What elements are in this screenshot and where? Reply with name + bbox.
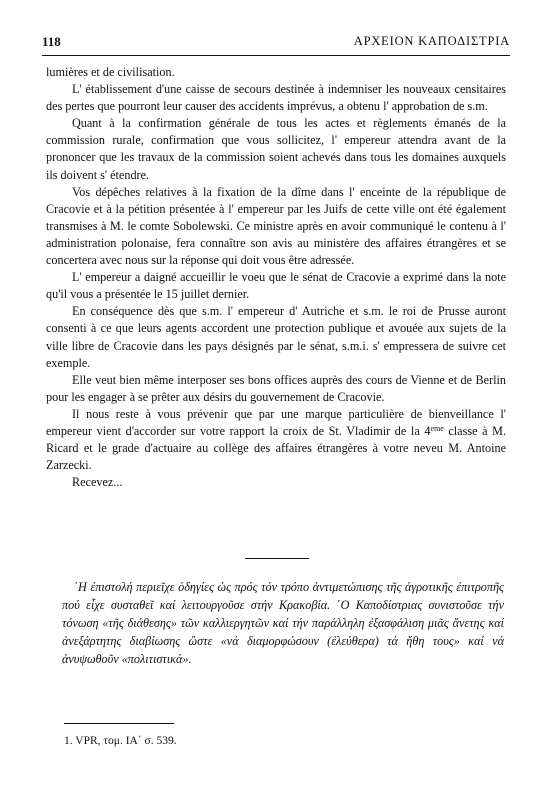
section-divider xyxy=(245,558,309,559)
paragraph-2: L' établissement d'une caisse de secours destinée à indemniser les nouveaux censitaires des pertes que pourront leur causer des accidents imprévus, a obtenu l' approbation de s.m. xyxy=(46,82,506,114)
running-title: ΑΡΧΕΙΟΝ ΚΑΠΟΔΙΣΤΡΙΑ xyxy=(353,34,510,48)
page-number: 118 xyxy=(42,34,61,49)
ordinal-superscript: eme xyxy=(430,423,444,433)
paragraph-4: Vos dépêches relatives à la fixation de la dîme dans l' enceinte de la république de Cracovie et à la pétition présentée à l' empereur par les Juifs de cette ville ont été également transmises à M. le comte Sobolewski. Ce ministre après en avoir communiqué le contenu à l' administration polonaise, fera connaître son avis au ministère des affaires étrangères et se concertera avec nous sur la réponse qui doit vous être adressée. xyxy=(46,184,506,268)
editorial-note xyxy=(62,578,504,668)
footnote: 1. VPR, τομ. ΙΑ΄ σ. 539. xyxy=(64,735,177,747)
paragraph-1: lumières et de civilisation. xyxy=(46,65,175,79)
editorial-note-text: ῾Η ἐπιστολή περιεῖχε ὁδηγίες ὡς πρός τόν τρόπο ἀντιμετώπισης τῆς ἀγροτικῆς ἐπιτροπῆς πού εἶχε συσταθεῖ καί λειτουργοῦσε στήν Κρακοβία. ῾Ο Καποδίστριας συνιστοῦσε τήν τόνωση «τῆς διάθεσης» τῶν καλλιεργητῶν καί τήν παράλληλη ἐξασφάλιση μιᾶς ἄνετης καί ἀνεξάρτητης διαβίωσης ὥστε «νά διαμορφώσουν (ἐλεύθερα) τά ἤθη τους» καί νά ἀνυψωθοῦν «πολιτιστικά». xyxy=(62,580,504,666)
header-rule xyxy=(42,55,510,56)
paragraph-7: Elle veut bien même interposer ses bons offices auprès des cours de Vienne et de Berlin pour les engager à se prêter aux désirs du gouvernement de Cracovie. xyxy=(46,372,506,404)
paragraph-8-text-start: Il nous reste à vous prévenir que par une marque particulière de bienveillance l' empereur vient d'accorder sur votre rapport la croix de St. Vladimir de la 4 xyxy=(46,406,506,438)
paragraph-8-text-end: classe à M. Ricard et le grade d'actuaire au collège des affaires étrangères à votre neveu M. Antoine Zarzecki. xyxy=(46,423,506,473)
footnote-rule xyxy=(64,723,174,724)
paragraph-6: En conséquence dès que s.m. l' empereur d' Autriche et s.m. le roi de Prusse auront consenti à ce que leurs agents accordent une protection publique et avouée aux sujets de la ville libre de Cracovie dans les pays désignés par le sénat, s.m.i. s' empressera de suivre cet exemple. xyxy=(46,304,506,370)
paragraph-8 xyxy=(46,406,506,474)
page-header xyxy=(42,34,510,54)
letter-body xyxy=(46,64,506,491)
paragraph-5: L' empereur a daigné accueillir le voeu que le sénat de Cracovie a exprimé dans la note qu'il vous a présentée le 15 juillet dernier. xyxy=(46,270,506,302)
closing-line: Recevez... xyxy=(72,475,123,490)
paragraph-3: Quant à la confirmation générale de tous les actes et règlements émanés de la commission rurale, confirmation que vous sollicitez, l' empereur attendra avant de la prononcer que les travaux de la commission soient achevés dans tous les domaines auxquels ils doivent s' étendre. xyxy=(46,116,506,182)
